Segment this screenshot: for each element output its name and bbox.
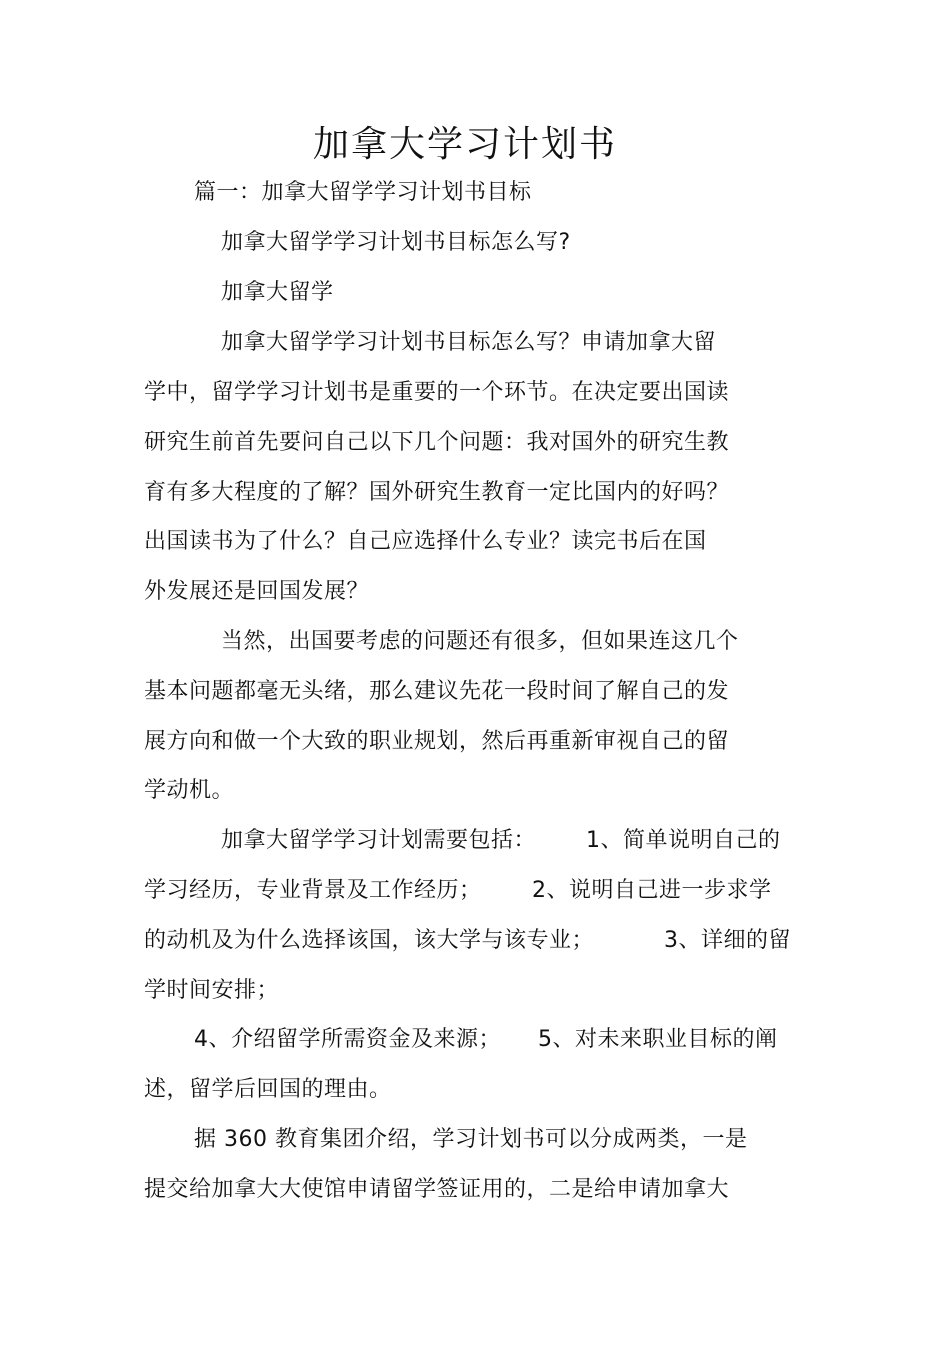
paragraph-2-line: 基本问题都毫无头绪，那么建议先花一段时间了解自己的发	[144, 679, 730, 704]
paragraph-1-line: 外发展还是回国发展？	[144, 579, 370, 604]
paragraph-1-line: 出国读书为了什么？自己应选择什么专业？读完书后在国	[144, 529, 707, 554]
paragraph-1-line: 学中，留学学习计划书是重要的一个环节。在决定要出国读	[144, 380, 730, 405]
paragraph-3-line-1a: 加拿大留学学习计划需要包括：	[221, 828, 537, 853]
section-heading: 篇一：加拿大留学学习计划书目标	[194, 180, 532, 205]
paragraph-3-line-1b: 1、简单说明自己的	[586, 828, 781, 853]
subheading: 加拿大留学学习计划书目标怎么写?	[221, 230, 571, 255]
paragraph-3-line-3b: 3、详细的留	[664, 928, 791, 953]
paragraph-1-line: 育有多大程度的了解？国外研究生教育一定比国内的好吗？	[144, 480, 730, 505]
paragraph-1-line: 研究生前首先要问自己以下几个问题：我对国外的研究生教	[144, 430, 730, 455]
paragraph-4-line-2: 述，留学后回国的理由。	[144, 1077, 392, 1102]
paragraph-5-line: 提交给加拿大大使馆申请留学签证用的，二是给申请加拿大	[144, 1177, 730, 1202]
paragraph-4-line-1a: 4、介绍留学所需资金及来源；	[194, 1027, 501, 1052]
paragraph-3-line-2a: 学习经历，专业背景及工作经历；	[144, 878, 482, 903]
paragraph-2-line: 展方向和做一个大致的职业规划，然后再重新审视自己的留	[144, 729, 730, 754]
paragraph-4-line-1b: 5、对未来职业目标的阐	[538, 1027, 778, 1052]
paragraph-3-line-3a: 的动机及为什么选择该国，该大学与该专业；	[144, 928, 595, 953]
paragraph-2-line: 学动机。	[144, 778, 235, 803]
paragraph-3-line-2b: 2、说明自己进一步求学	[532, 878, 772, 903]
paragraph-3-line-4: 学时间安排；	[144, 978, 280, 1003]
paragraph-1-line: 加拿大留学学习计划书目标怎么写？申请加拿大留	[221, 330, 717, 355]
document-title: 加拿大学习计划书	[312, 124, 617, 165]
paragraph-5-line: 据 360 教育集团介绍，学习计划书可以分成两类，一是	[194, 1127, 748, 1152]
paragraph-2-line: 当然，出国要考虑的问题还有很多，但如果连这几个	[221, 629, 739, 654]
subheading-2: 加拿大留学	[221, 280, 334, 305]
